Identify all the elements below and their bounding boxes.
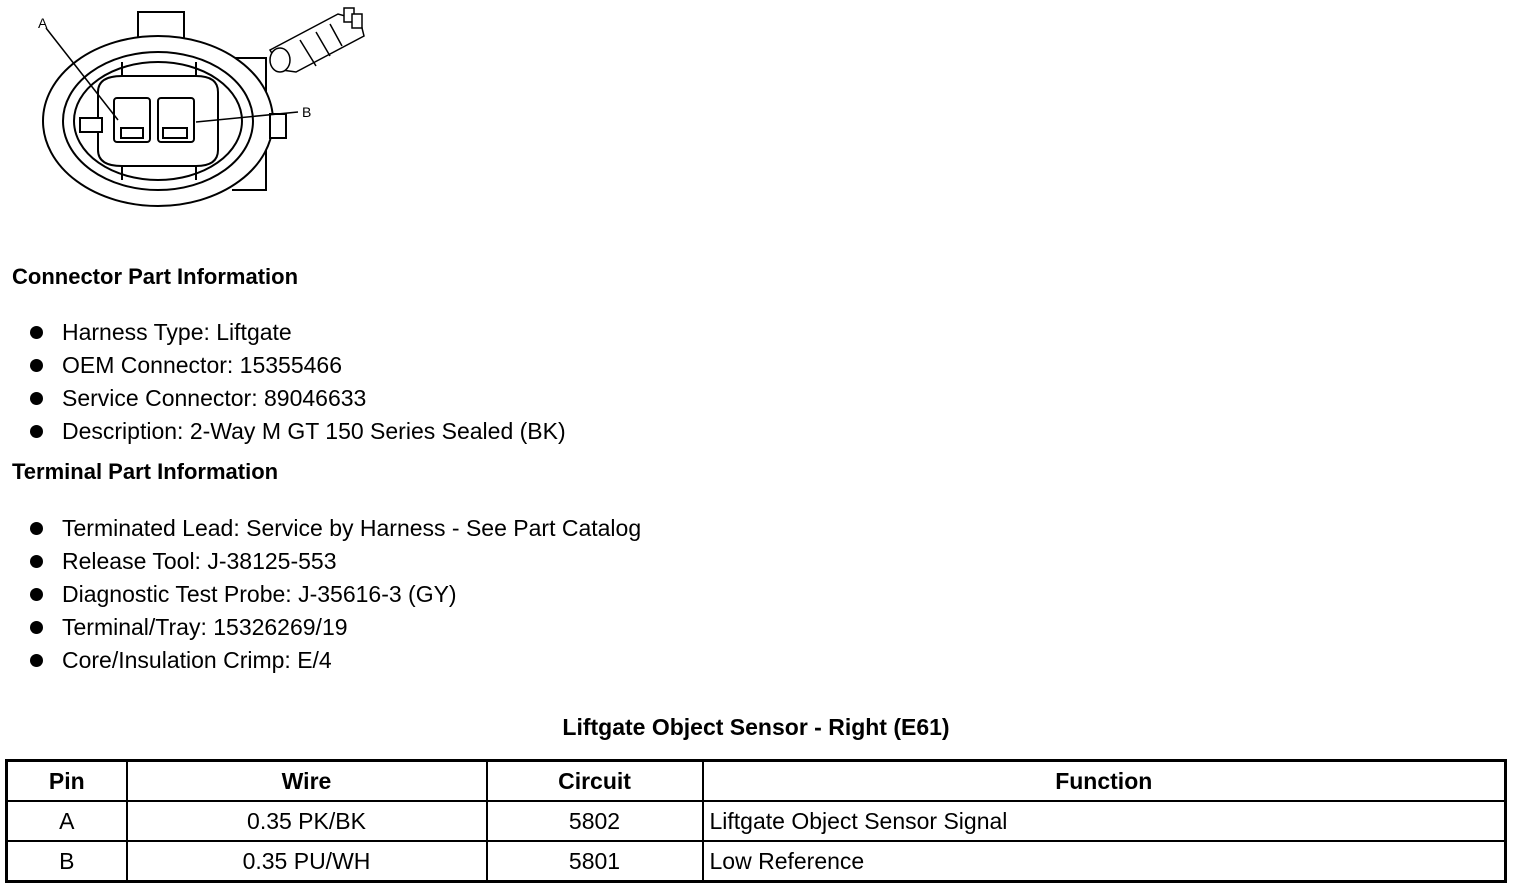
cavity-a: [114, 98, 150, 142]
connector-lock-tab-left: [80, 118, 102, 132]
list-item: Terminal/Tray: 15326269/19: [0, 611, 641, 644]
cell-function: Low Reference: [703, 841, 1506, 882]
table-row: [7, 841, 1506, 882]
cell-wire: 0.35 PU/WH: [127, 841, 487, 882]
bullet-icon: [30, 588, 43, 601]
column-header-wire: Wire: [127, 761, 487, 802]
connector-info-list: [0, 316, 566, 448]
list-item: Core/Insulation Crimp: E/4: [0, 644, 641, 677]
connector-info-title: Connector Part Information: [12, 264, 299, 289]
terminal-info-list: [0, 512, 641, 677]
list-item: Service Connector: 89046633: [0, 382, 566, 415]
callout-label-b: B: [302, 104, 312, 120]
cell-wire: 0.35 PK/BK: [127, 801, 487, 841]
list-item: OEM Connector: 15355466: [0, 349, 566, 382]
bullet-icon: [30, 654, 43, 667]
column-header-circuit: Circuit: [487, 761, 703, 802]
bullet-icon: [30, 326, 43, 339]
list-item: Diagnostic Test Probe: J-35616-3 (GY): [0, 578, 641, 611]
list-item: Harness Type: Liftgate: [0, 316, 566, 349]
list-item: Release Tool: J-38125-553: [0, 545, 641, 578]
column-header-function: Function: [703, 761, 1506, 802]
list-item: Description: 2-Way M GT 150 Series Sealed (BK): [0, 415, 566, 448]
bullet-icon: [30, 359, 43, 372]
connector-lock-tab-right: [270, 114, 286, 138]
cell-circuit: 5801: [487, 841, 703, 882]
connector-diagram: [0, 0, 380, 215]
list-item: Terminated Lead: Service by Harness - See Part Catalog: [0, 512, 641, 545]
bullet-icon: [30, 522, 43, 535]
pinout-table: [5, 759, 1507, 883]
bullet-icon: [30, 555, 43, 568]
bullet-icon: [30, 392, 43, 405]
callout-label-a: A: [38, 15, 48, 31]
bullet-icon: [30, 621, 43, 634]
terminal-info-title: Terminal Part Information: [12, 459, 279, 484]
connector-thumbnail-icon: [270, 8, 364, 72]
table-header-row: [7, 761, 1506, 802]
bullet-icon: [30, 425, 43, 438]
cell-pin: B: [7, 841, 127, 882]
cell-pin: A: [7, 801, 127, 841]
table-row: [7, 801, 1506, 841]
cell-function: Liftgate Object Sensor Signal: [703, 801, 1506, 841]
column-header-pin: Pin: [7, 761, 127, 802]
pinout-table-title: Liftgate Object Sensor - Right (E61): [562, 714, 950, 740]
cell-circuit: 5802: [487, 801, 703, 841]
